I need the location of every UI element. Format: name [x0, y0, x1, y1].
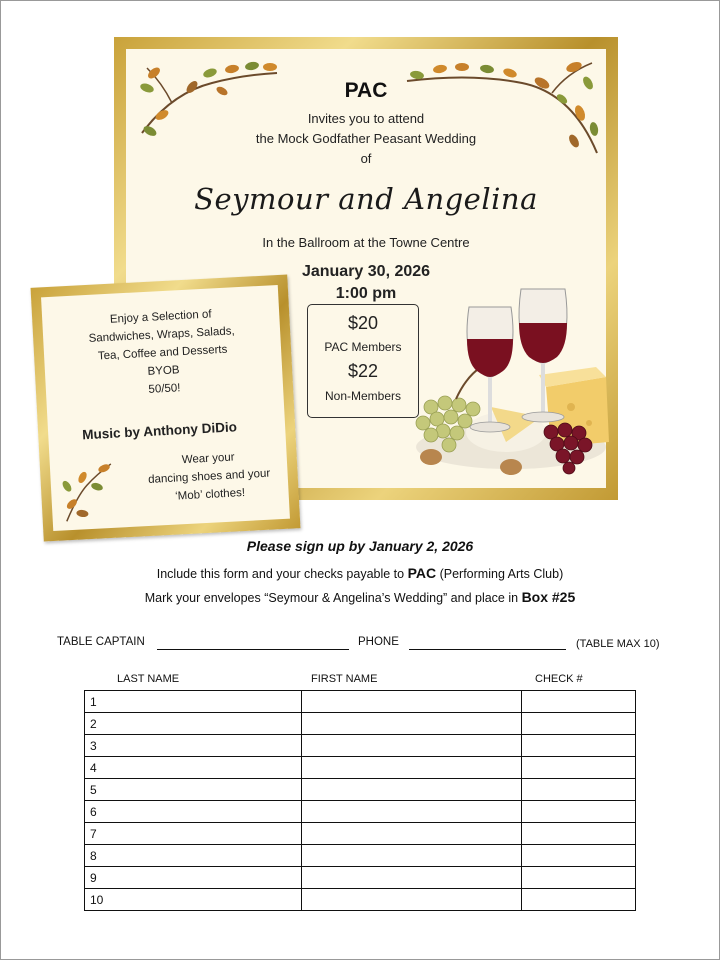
- menu-line: Enjoy a Selection of: [109, 308, 212, 326]
- row-number: 5: [90, 782, 97, 797]
- details-card: [31, 274, 301, 541]
- autumn-branch-right-icon: [402, 53, 602, 163]
- first-name-cell[interactable]: [302, 867, 522, 889]
- row-number: 6: [90, 804, 97, 819]
- signup-table: [84, 690, 636, 911]
- price-box: [307, 304, 419, 418]
- mark-box: Box #25: [521, 589, 576, 605]
- table-row: [85, 691, 636, 713]
- first-name-cell[interactable]: [302, 757, 522, 779]
- captain-row: [57, 636, 677, 656]
- mark-prefix: Mark your envelopes “Seymour & Angelina’s Wedding” and place in: [144, 591, 522, 605]
- closing-line: Wear your: [181, 451, 235, 467]
- nonmember-price-label: Non-Members: [324, 389, 402, 403]
- table-row: [85, 867, 636, 889]
- row-number: 1: [90, 694, 97, 709]
- table-captain-label: TABLE CAPTAIN: [57, 636, 145, 648]
- include-instructions: [0, 565, 720, 581]
- first-name-cell[interactable]: [302, 779, 522, 801]
- check-number-cell[interactable]: [522, 779, 636, 801]
- row-number: 2: [90, 716, 97, 731]
- event-date: January 30, 2026: [301, 263, 431, 280]
- phone-field[interactable]: [409, 649, 566, 650]
- last-name-cell[interactable]: [85, 735, 302, 757]
- include-suffix: (Performing Arts Club): [436, 567, 564, 581]
- menu-line: 50/50!: [148, 382, 181, 396]
- first-name-cell[interactable]: [302, 823, 522, 845]
- last-name-cell[interactable]: [85, 691, 302, 713]
- table-row: [85, 757, 636, 779]
- autumn-branch-small-icon: [55, 454, 119, 527]
- closing-line: ‘Mob’ clothes!: [174, 486, 246, 503]
- music-credit: Music by Anthony DiDio: [81, 419, 238, 443]
- first-name-cell[interactable]: [302, 735, 522, 757]
- invitation-line: the Mock Godfather Peasant Wedding: [255, 131, 477, 146]
- closing-line: dancing shoes and your: [147, 467, 271, 486]
- menu-line: Tea, Coffee and Desserts: [97, 343, 228, 363]
- couple-names: Seymour and Angelina: [194, 182, 538, 216]
- last-name-cell[interactable]: [85, 823, 302, 845]
- member-price-label: PAC Members: [324, 340, 402, 354]
- check-number-cell[interactable]: [522, 735, 636, 757]
- last-name-cell[interactable]: [85, 757, 302, 779]
- row-number: 9: [90, 870, 97, 885]
- table-row: [85, 823, 636, 845]
- table-row: [85, 845, 636, 867]
- menu-line: BYOB: [147, 364, 180, 378]
- row-number: 10: [90, 892, 104, 907]
- signup-deadline: Please sign up by January 2, 2026: [246, 538, 474, 554]
- check-number-cell[interactable]: [522, 713, 636, 735]
- table-row: [85, 889, 636, 911]
- table-captain-field[interactable]: [157, 649, 349, 650]
- last-name-cell[interactable]: [85, 779, 302, 801]
- include-org: PAC: [407, 565, 437, 581]
- mark-instructions: [0, 589, 720, 605]
- nonmember-price: $22: [347, 361, 379, 381]
- column-header-last-name: LAST NAME: [117, 673, 180, 685]
- last-name-cell[interactable]: [85, 867, 302, 889]
- member-price: $20: [347, 313, 379, 333]
- first-name-cell[interactable]: [302, 713, 522, 735]
- first-name-cell[interactable]: [302, 801, 522, 823]
- invitation-org: PAC: [344, 79, 388, 102]
- wine-cheese-illustration: [411, 267, 611, 477]
- check-number-cell[interactable]: [522, 845, 636, 867]
- venue: In the Ballroom at the Towne Centre: [262, 235, 470, 250]
- details-card-inner: [41, 285, 290, 531]
- table-max-label: (TABLE MAX 10): [576, 638, 660, 650]
- row-number: 3: [90, 738, 97, 753]
- last-name-cell[interactable]: [85, 889, 302, 911]
- include-prefix: Include this form and your checks payable to: [156, 567, 408, 581]
- first-name-cell[interactable]: [302, 691, 522, 713]
- table-row: [85, 713, 636, 735]
- row-number: 7: [90, 826, 97, 841]
- invitation-line: of: [360, 151, 372, 166]
- first-name-cell[interactable]: [302, 889, 522, 911]
- column-header-first-name: FIRST NAME: [311, 673, 378, 685]
- check-number-cell[interactable]: [522, 889, 636, 911]
- last-name-cell[interactable]: [85, 845, 302, 867]
- table-row: [85, 779, 636, 801]
- last-name-cell[interactable]: [85, 801, 302, 823]
- phone-label: PHONE: [358, 636, 399, 648]
- check-number-cell[interactable]: [522, 691, 636, 713]
- first-name-cell[interactable]: [302, 845, 522, 867]
- invitation-line: Invites you to attend: [307, 111, 425, 126]
- check-number-cell[interactable]: [522, 823, 636, 845]
- row-number: 4: [90, 760, 97, 775]
- menu-line: Sandwiches, Wraps, Salads,: [88, 325, 235, 345]
- table-row: [85, 735, 636, 757]
- check-number-cell[interactable]: [522, 801, 636, 823]
- row-number: 8: [90, 848, 97, 863]
- check-number-cell[interactable]: [522, 757, 636, 779]
- event-time: 1:00 pm: [335, 285, 397, 302]
- column-header-check: CHECK #: [535, 673, 583, 685]
- table-row: [85, 801, 636, 823]
- check-number-cell[interactable]: [522, 867, 636, 889]
- last-name-cell[interactable]: [85, 713, 302, 735]
